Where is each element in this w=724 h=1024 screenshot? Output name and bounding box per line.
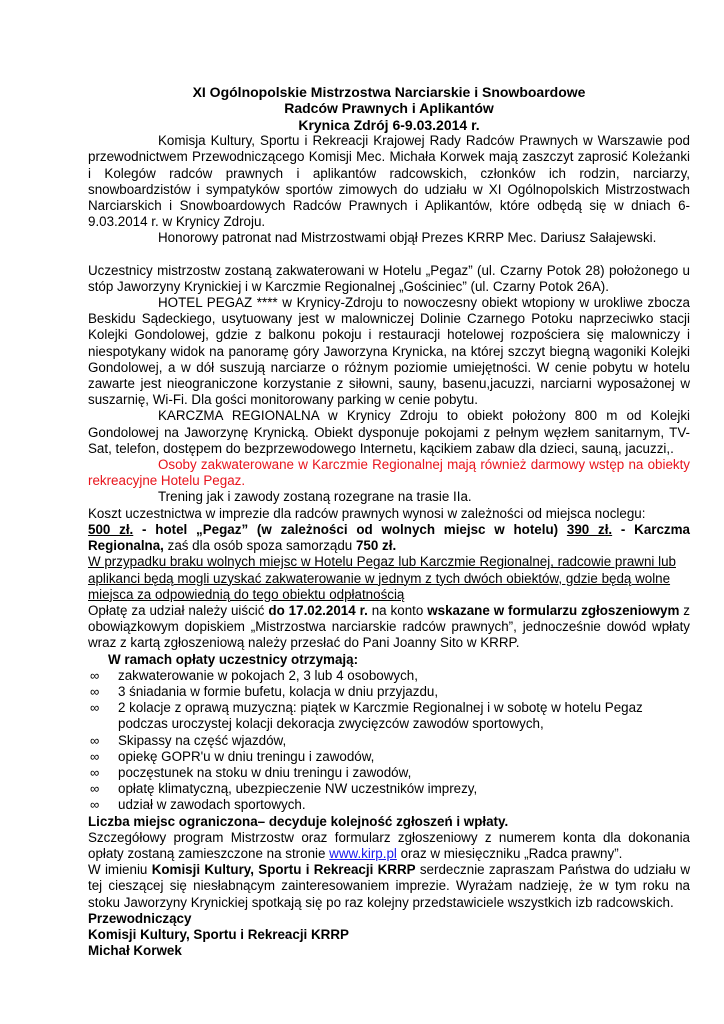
spacer xyxy=(88,247,690,263)
hotel-pegaz-paragraph: HOTEL PEGAZ **** w Krynicy-Zdroju to nowoczesny obiekt wtopiony w urokliwe zbocza Beskidu Sądeckiego, usytuowany jest w malowniczej Dolinie Czarnego Potoku naprzeciwko stacji Kolejki Gondolowej, gdzie z balkonu pokoju i restauracji hotelowej rozpościera się malowniczy i niespotykany widok na panoramę góry Jaworzyna Krynicka, na której szczyt biegną wagoniki Kolejki Gondolowej, a w dół suszują narciarze o różnym poziomie umiejętności. W cenie pobytu w hotelu zawarte jest nieograniczone korzystanie z siłowni, sauny, basenu,jacuzzi, narciarni wyposażonej w suszarnię, Wi-Fi. Dla gości monitorowany parking w cenie pobytu. xyxy=(88,295,690,408)
training-paragraph: Trening jak i zawody zostaną rozegrane na trasie IIa. xyxy=(158,489,472,505)
patronage-paragraph: Honorowy patronat nad Mistrzostwami objął Prezes KRRP Mec. Dariusz Sałajewski. xyxy=(158,230,657,246)
others-text: zaś dla osób spoza samorządu xyxy=(163,538,356,554)
list-item: ∞ 3 śniadania w formie bufetu, kolacja w dniu przyjazdu, xyxy=(90,683,439,699)
karczma-label: - Karczma Regionalna, xyxy=(88,521,690,554)
signature-name: Michał Korwek xyxy=(88,943,182,959)
costs-intro: Koszt uczestnictwa w imprezie dla radców prawnych wynosi w zależności od miejsca noclegu: xyxy=(88,505,646,521)
signature-committee: Komisji Kultury, Sportu i Rekreacji KRRP xyxy=(88,926,349,942)
others-price: 750 zł xyxy=(355,538,393,554)
others-end: . xyxy=(392,538,397,554)
infinity-bullet-icon: ∞ xyxy=(90,781,100,797)
closing-paragraph xyxy=(88,862,690,911)
kirp-website-link[interactable]: www.kirp.pl xyxy=(329,845,397,861)
invitation-paragraph: Komisja Kultury, Sportu i Rekreacji Krajowej Rady Radców Prawnych w Warszawie pod przewodnictwem Przewodniczącego Komisji Mec. Michała Korwek mają zaszczyt zaprosić Koleżanki i Kolegów radców prawnych i aplikantów radcowskich, członków ich rodzin, narciarzy, snowboardzistów i sympatyków sportów zimowych do udziału w XI Ogólnopolskich Mistrzostwach Narciarskich i Snowboardowych Radców Prawnych i Aplikantów, które odbędą się w dniach 6- 9.03.2014 r. w Krynicy Zdroju. xyxy=(88,133,690,230)
document-title xyxy=(88,84,690,133)
payment-part3: z obowiązkowym dopiskiem „Mistrzostwa narciarskie radców prawnych”, jednocześnie dowód wpłaty wraz z kartą zgłoszeniową należy przesłać do Pani Joanny Sito w KRRP. xyxy=(88,602,690,651)
karczma-note-paragraph: Osoby zakwaterowane w Karczmie Regionalnej mają również darmowy wstęp na obiekty rekreacyjne Hotelu Pegaz. xyxy=(88,457,690,489)
program-paragraph xyxy=(88,830,690,862)
closing-committee: Komisji Kultury, Sportu i Rekreacji KRRP xyxy=(151,862,416,878)
list-item: ∞ Skipassy na część wjazdów, xyxy=(90,732,287,748)
list-item: ∞ poczęstunek na stoku w dniu treningu i zawodów, xyxy=(90,764,412,780)
karczma-paragraph: KARCZMA REGIONALNA w Krynicy Zdroju to obiekt położony 800 m od Kolejki Gondolowej na Jaworzynę Krynicką. Obiekt dysponuje pokojami z pełnym węzłem sanitarnym, TV-Sat, telefon, dostępem do bezprzewodowego Internetu, kącikiem zabaw dla dzieci, sauną, jacuzzi,. xyxy=(88,408,690,456)
program-part2: oraz w miesięczniku „Radca prawny”. xyxy=(396,845,623,861)
title-line-1: XI Ogólnopolskie Mistrzostwa Narciarskie i Snowboardowe xyxy=(192,84,586,100)
title-line-3: Krynica Zdrój 6-9.03.2014 r. xyxy=(298,116,480,133)
included-list xyxy=(88,668,690,814)
infinity-bullet-icon: ∞ xyxy=(90,683,100,699)
list-item: ∞ opłatę klimatyczną, ubezpieczenie NW uczestników imprezy, xyxy=(90,781,478,797)
pegaz-label: - hotel „Pegaz” (w zależności od wolnych miejsc w hotelu) xyxy=(133,521,559,537)
pegaz-price: 500 zł. xyxy=(88,521,134,537)
closing-part1: W imieniu xyxy=(88,862,152,878)
karczma-price: 390 zł. xyxy=(566,521,613,537)
payment-account: wskazane w formularzu zgłoszeniowym xyxy=(427,602,680,618)
no-rooms-note: W przypadku braku wolnych miejsc w Hotelu Pegaz lub Karczmie Regionalnej, radcowie prawni lub aplikanci będą mogli uzyskać zakwaterowanie w jednym z tych dwóch obiektów, gdzie będą wolne miejsca za odpowiednią do tego obiektu odpłatnością xyxy=(88,554,676,602)
list-item: ∞ 2 kolacje z oprawą muzyczną: piątek w Karczmie Regionalnej i w sobotę w hotelu Pegaz podczas uroczystej kolacji dekoracja zwycięzców zawodów sportowych, xyxy=(90,700,643,732)
list-item: ∞ opiekę GOPR'u w dniu treningu i zawodów, xyxy=(90,748,375,764)
closing-part2: serdecznie zapraszam Państwa do udziału w tej cieszącej się niesłabnącym zainteresowaniem imprezie. Wyrażam nadzieję, że w tym roku na stoku Jaworzyny Krynickiej spotkają się po raz kolejny przedstawiciele wszystkich izb radcowskich. xyxy=(88,862,690,910)
infinity-bullet-icon: ∞ xyxy=(90,748,100,764)
hotels-intro-paragraph: Uczestnicy mistrzostw zostaną zakwaterowani w Hotelu „Pegaz” (ul. Czarny Potok 28) położonego u stóp Jaworzyny Krynickiej i w Karczmie Regionalnej „Gościniec” (ul. Czarny Potok 26A). xyxy=(88,262,690,294)
included-heading: W ramach opłaty uczestnicy otrzymają: xyxy=(108,651,359,667)
list-item: ∞ zakwaterowanie w pokojach 2, 3 lub 4 osobowych, xyxy=(90,667,418,683)
title-line-2: Radców Prawnych i Aplikantów xyxy=(284,100,494,117)
signature-block xyxy=(88,911,690,960)
payment-deadline: do 17.02.2014 r. xyxy=(268,602,368,618)
payment-part2: na konto xyxy=(367,602,428,618)
signature-role: Przewodniczący xyxy=(88,910,192,926)
costs-paragraph xyxy=(88,522,690,554)
infinity-bullet-icon: ∞ xyxy=(90,797,100,813)
program-part1: Szczegółowy program Mistrzostw oraz formularz zgłoszeniowy z numerem konta dla dokonania opłaty zostaną zamieszczone na stronie xyxy=(88,829,690,861)
infinity-bullet-icon: ∞ xyxy=(90,667,100,683)
limited-places-note: Liczba miejsc ograniczona– decyduje kolejność zgłoszeń i wpłaty. xyxy=(88,813,509,829)
infinity-bullet-icon: ∞ xyxy=(90,732,100,748)
infinity-bullet-icon: ∞ xyxy=(90,764,100,780)
list-item: ∞ udział w zawodach sportowych. xyxy=(90,797,306,813)
payment-paragraph xyxy=(88,603,690,652)
infinity-bullet-icon: ∞ xyxy=(90,700,100,716)
payment-part1: Opłatę za udział należy uiścić xyxy=(88,602,269,618)
